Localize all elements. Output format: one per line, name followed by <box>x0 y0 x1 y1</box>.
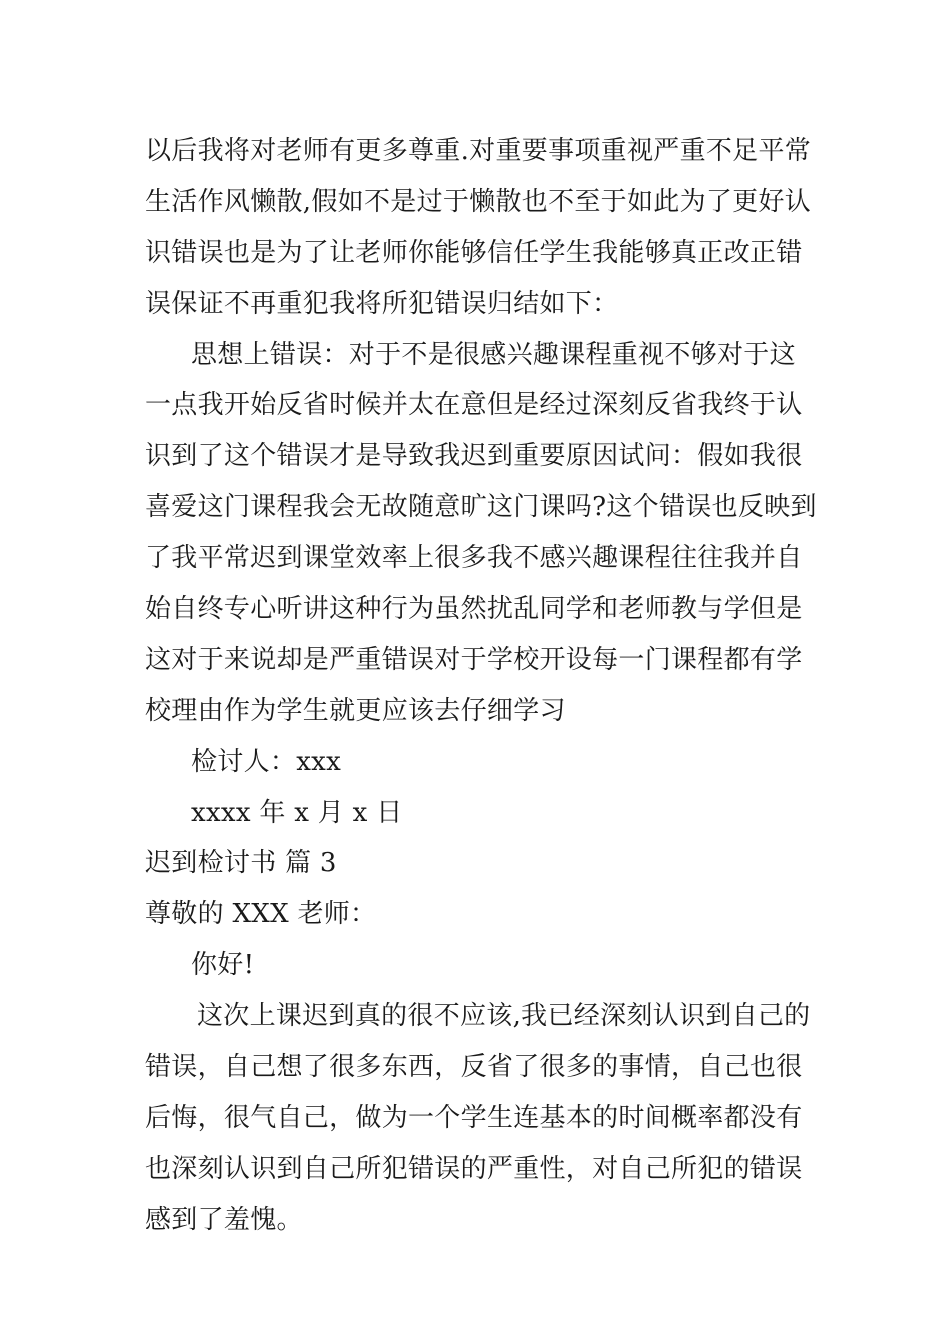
text-line: 错误，自己想了很多东西，反省了很多的事情，自己也很 <box>145 1052 803 1083</box>
signer: 检讨人：xxx <box>191 746 342 777</box>
text-line: 识错误也是为了让老师你能够信任学生我能够真正改正错 <box>145 237 803 268</box>
text-line: 喜爱这门课程我会无故随意旷这门课吗?这个错误也反映到 <box>145 492 817 523</box>
text-line: 一点我开始反省时候并太在意但是经过深刻反省我终于认 <box>145 390 803 421</box>
greeting: 你好! <box>191 950 255 981</box>
date: xxxx 年 x 月 x 日 <box>191 797 403 828</box>
text-line: 后悔，很气自己，做为一个学生连基本的时间概率都没有 <box>145 1102 803 1133</box>
text-line: 识到了这个错误才是导致我迟到重要原因试问：假如我很 <box>145 441 803 472</box>
text-line: 生活作风懒散,假如不是过于懒散也不至于如此为了更好认 <box>145 186 812 217</box>
paragraph-1 <box>145 126 812 330</box>
text-line: 思想上错误：对于不是很感兴趣课程重视不够对于这 <box>191 339 796 370</box>
text-line: 也深刻认识到自己所犯错误的严重性，对自己所犯的错误 <box>145 1153 803 1184</box>
paragraph-2 <box>145 330 817 737</box>
section-title: 迟到检讨书 篇 3 <box>145 848 337 879</box>
paragraph-3 <box>145 991 811 1245</box>
salutation: 尊敬的 XXX 老师： <box>145 899 377 930</box>
text-line: 误保证不再重犯我将所犯错误归结如下： <box>145 288 619 319</box>
text-line: 校理由作为学生就更应该去仔细学习 <box>145 695 566 726</box>
text-line: 以后我将对老师有更多尊重.对重要事项重视严重不足平常 <box>145 136 812 166</box>
text-line: 这对于来说却是严重错误对于学校开设每一门课程都有学 <box>145 644 803 675</box>
text-line: 感到了羞愧。 <box>145 1204 303 1235</box>
text-line: 始自终专心听讲这种行为虽然扰乱同学和老师教与学但是 <box>145 594 803 625</box>
text-line: 了我平常迟到课堂效率上很多我不感兴趣课程往往我并自 <box>145 543 803 574</box>
text-line: 这次上课迟到真的很不应该,我已经深刻认识到自己的 <box>197 1001 811 1032</box>
document-page <box>145 126 817 1246</box>
